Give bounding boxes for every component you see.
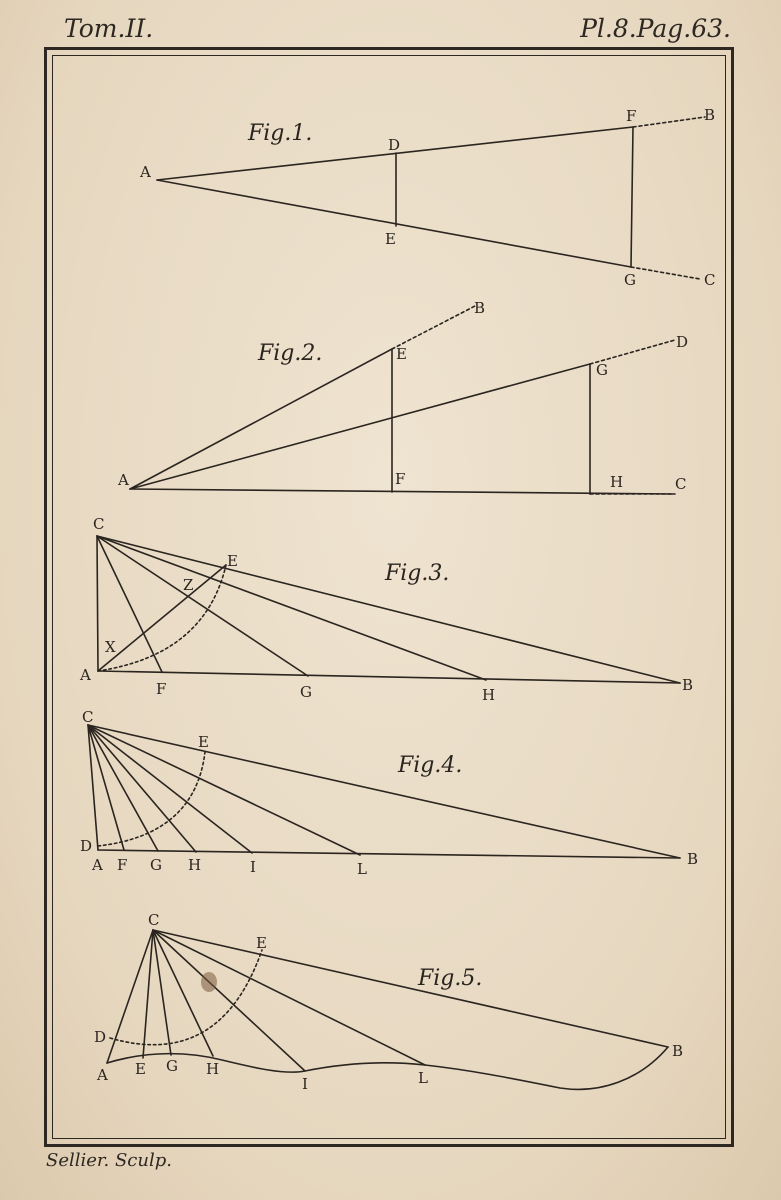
line-C-L [88,725,360,855]
fig5-label-A: A [97,1066,108,1084]
fig3-label-Z: Z [183,576,194,594]
line-C-H [88,725,196,852]
fig4-label-E: E [198,733,209,751]
fig3-label-B: B [682,676,694,694]
fig3-label-E: E [227,552,238,570]
fig5-label-H: H [206,1060,220,1078]
line-C-A [107,930,153,1063]
dotted-arc-5 [110,950,262,1045]
line-F-G [631,127,633,267]
fig4-label-A: A [92,856,103,874]
figure-2 [130,306,675,494]
figure-4 [88,725,680,858]
dotted-E-B [392,306,475,349]
line-C-B [88,725,680,858]
line-C-E [143,930,153,1058]
fig1-label-E: E [385,230,396,248]
figure-1 [157,117,705,279]
fig5-label-G: G [166,1057,178,1075]
fig3-label-F: F [156,680,167,698]
volume-header: Tom.II. [64,14,154,43]
dotted-F-B [633,117,705,127]
fig4-label-I: I [250,858,256,876]
dotted-G-C [631,267,700,279]
fig1-label-A: A [140,163,151,181]
fig5-label-B: B [672,1042,684,1060]
fig4-label-F: F [117,856,128,874]
fig3-caption: Fig.3. [385,561,450,586]
fig1-label-G: G [624,271,636,289]
fig4-label-H: H [188,856,202,874]
line-C-G [97,536,308,676]
figure-3 [97,536,680,683]
fig2-label-E: E [396,345,407,363]
fig5-label-E-base: E [135,1060,146,1078]
fig4-label-L: L [357,860,367,878]
fig3-label-G: G [300,683,312,701]
fig1-label-F: F [626,107,637,125]
fig2-label-A: A [118,471,129,489]
fig2-label-D: D [676,333,689,351]
fig3-label-C: C [93,515,105,533]
line-C-I [153,930,305,1071]
figure-5 [107,930,668,1089]
fig4-label-G: G [150,856,162,874]
line-A-E [98,565,226,671]
fig2-label-H: H [610,473,624,491]
line-C-B [97,536,680,683]
fig2-label-C: C [675,475,687,493]
fig1-caption: Fig.1. [248,121,313,146]
fig5-label-I: I [302,1075,308,1093]
fig2-label-F: F [395,470,406,488]
fig4-caption: Fig.4. [398,753,463,778]
fig4-label-C: C [82,708,94,726]
line-A-G [130,364,590,489]
line-C-B [153,930,668,1047]
fig1-label-D: D [388,136,401,154]
fig3-label-H: H [482,686,496,704]
fig4-label-D: D [80,837,93,855]
line-A-B [98,671,680,683]
line-A-E [130,349,392,489]
fig5-caption: Fig.5. [418,966,483,991]
fig2-caption: Fig.2. [258,341,323,366]
fig1-label-B: B [704,106,716,124]
fig3-label-A: A [80,666,91,684]
line-C-A [97,536,98,671]
line-C-G [88,725,158,851]
fig1-label-C: C [704,271,716,289]
line-A-G [157,180,631,267]
fig3-label-X: X [105,638,116,656]
line-A-B [98,850,680,858]
fig2-label-B: B [474,299,486,317]
plate-page-header: Pl.8.Pag.63. [580,14,731,43]
fig2-label-G: G [596,361,608,379]
fig5-label-E: E [256,934,267,952]
engraver-credit: Sellier. Sculp. [46,1150,172,1171]
fig5-label-C: C [148,911,160,929]
line-C-L [153,930,425,1065]
fig4-label-B: B [687,850,699,868]
fig5-label-L: L [418,1069,428,1087]
ink-stain [201,972,217,992]
curved-base-line [107,1047,668,1089]
fig5-label-D: D [94,1028,107,1046]
